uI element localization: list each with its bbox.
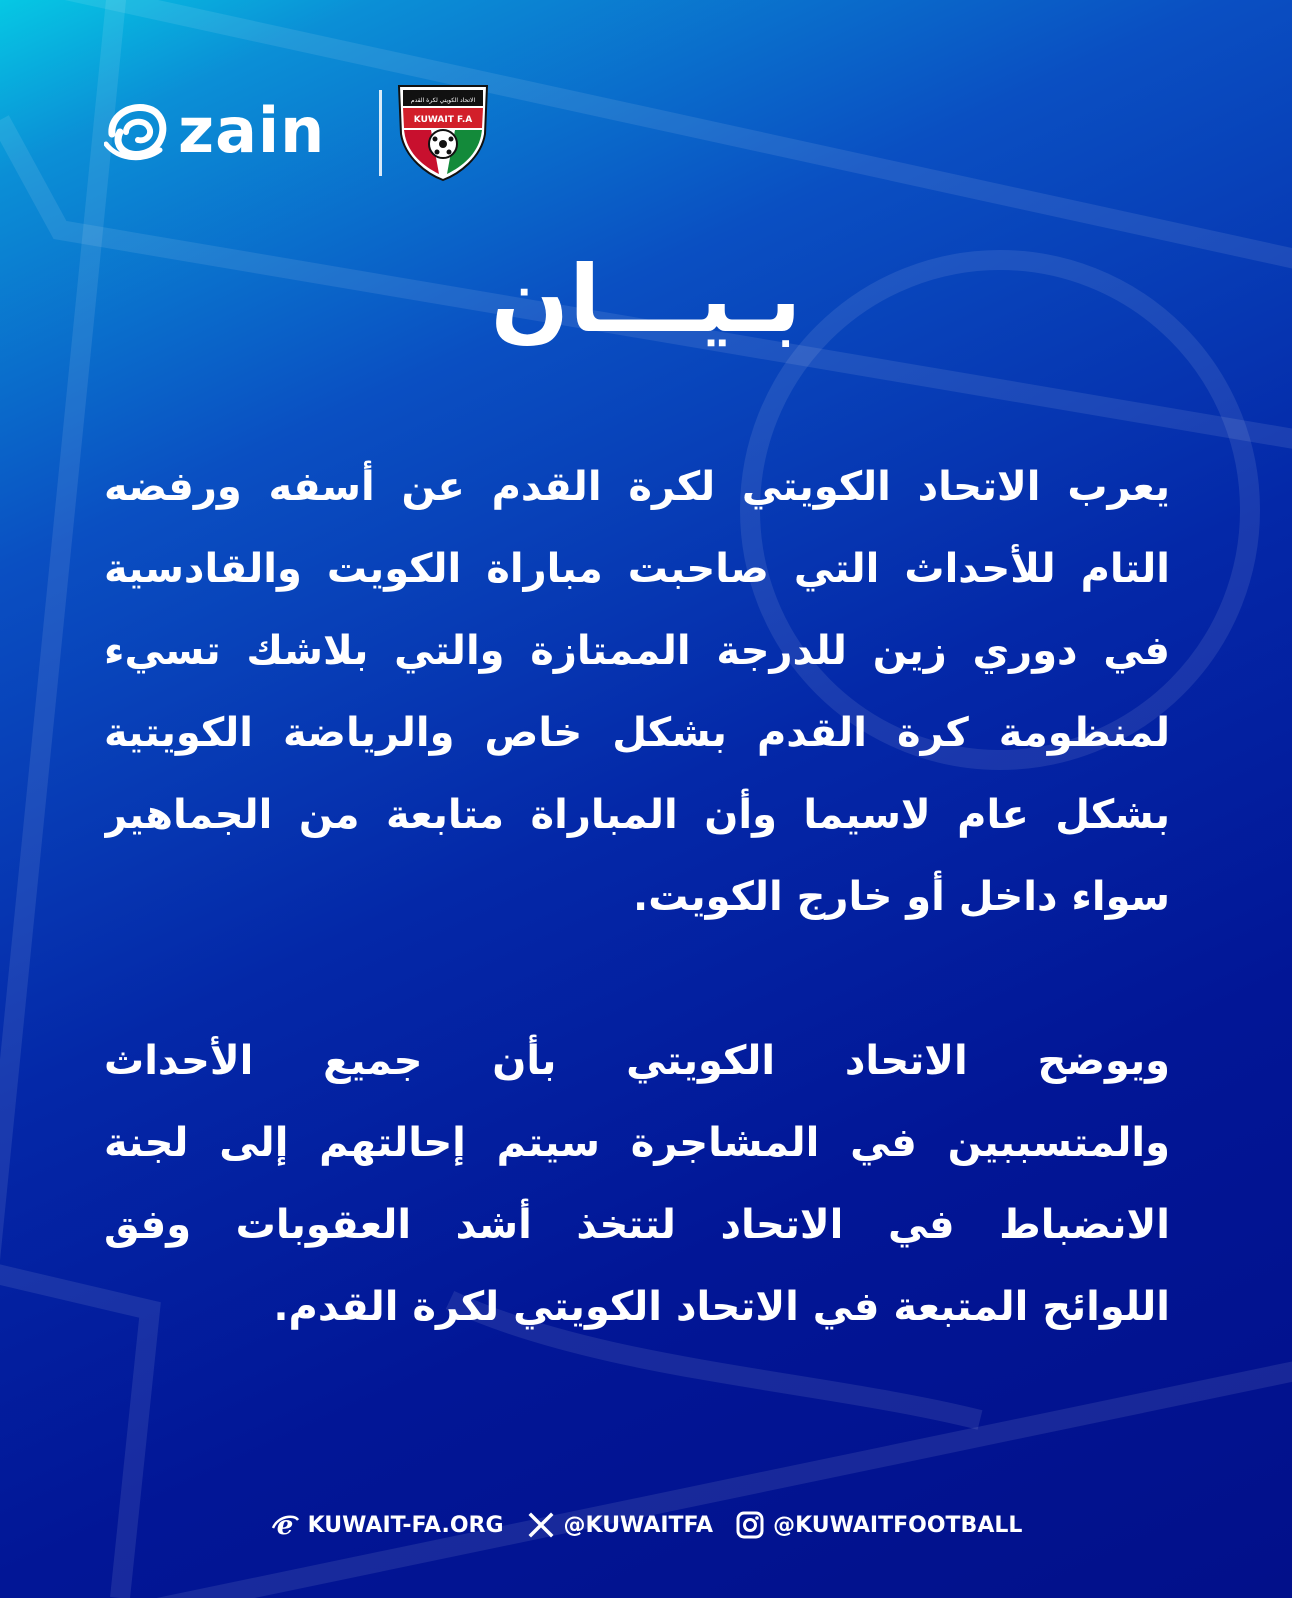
paragraph-line: اللوائح المتبعة في الاتحاد الكويتي لكرة القدم. (273, 1284, 1170, 1330)
website-link[interactable] (270, 1510, 504, 1540)
paragraph-line: ويوضح الاتحاد الكويتي بأن جميع الأحداث (104, 1038, 1170, 1084)
x-link[interactable] (526, 1510, 714, 1540)
crest-arabic-text: الاتحاد الكويتي لكرة القدم (410, 97, 476, 104)
zain-wordmark: zain (178, 94, 326, 167)
statement-paragraph-2 (104, 1020, 1170, 1348)
browser-e-icon (270, 1510, 300, 1540)
crest-label: KUWAIT F.A (413, 115, 473, 125)
paragraph-line: الانضباط في الاتحاد لتتخذ أشد العقوبات وفق (104, 1202, 1170, 1248)
paragraph-line: والمتسببين في المشاجرة سيتم إحالتهم إلى لجنة (104, 1120, 1170, 1166)
paragraph-line: التام للأحداث التي صاحبت مباراة الكويت والقادسية (104, 546, 1170, 592)
logo-divider (379, 90, 382, 176)
paragraph-line: في دوري زين للدرجة الممتازة والتي بلاشك تسيء (104, 628, 1170, 674)
x-handle-text: @KUWAITFA (563, 1512, 714, 1538)
header-logos (104, 82, 504, 182)
instagram-handle-text: @KUWAITFOOTBALL (773, 1512, 1023, 1538)
paragraph-line: بشكل عام لاسيما وأن المباراة متابعة من الجماهير (104, 792, 1170, 838)
statement-title: بـيـــان (490, 246, 802, 353)
zain-swirl-icon (104, 100, 174, 162)
x-logo-icon (526, 1510, 556, 1540)
zain-logo (104, 94, 354, 167)
paragraph-line: لمنظومة كرة القدم بشكل خاص والرياضة الكويتية (104, 710, 1170, 756)
website-text: KUWAIT-FA.ORG (307, 1512, 504, 1538)
footer-contacts (0, 1503, 1292, 1547)
kuwait-fa-crest-icon (395, 82, 491, 182)
svg-text:e: e (276, 1511, 293, 1540)
statement-paragraph-1 (104, 446, 1170, 938)
paragraph-line: يعرب الاتحاد الكويتي لكرة القدم عن أسفه ورفضه (104, 464, 1170, 510)
instagram-link[interactable] (735, 1510, 1022, 1540)
paragraph-line: سواء داخل أو خارج الكويت. (633, 874, 1170, 920)
instagram-icon (735, 1510, 765, 1540)
